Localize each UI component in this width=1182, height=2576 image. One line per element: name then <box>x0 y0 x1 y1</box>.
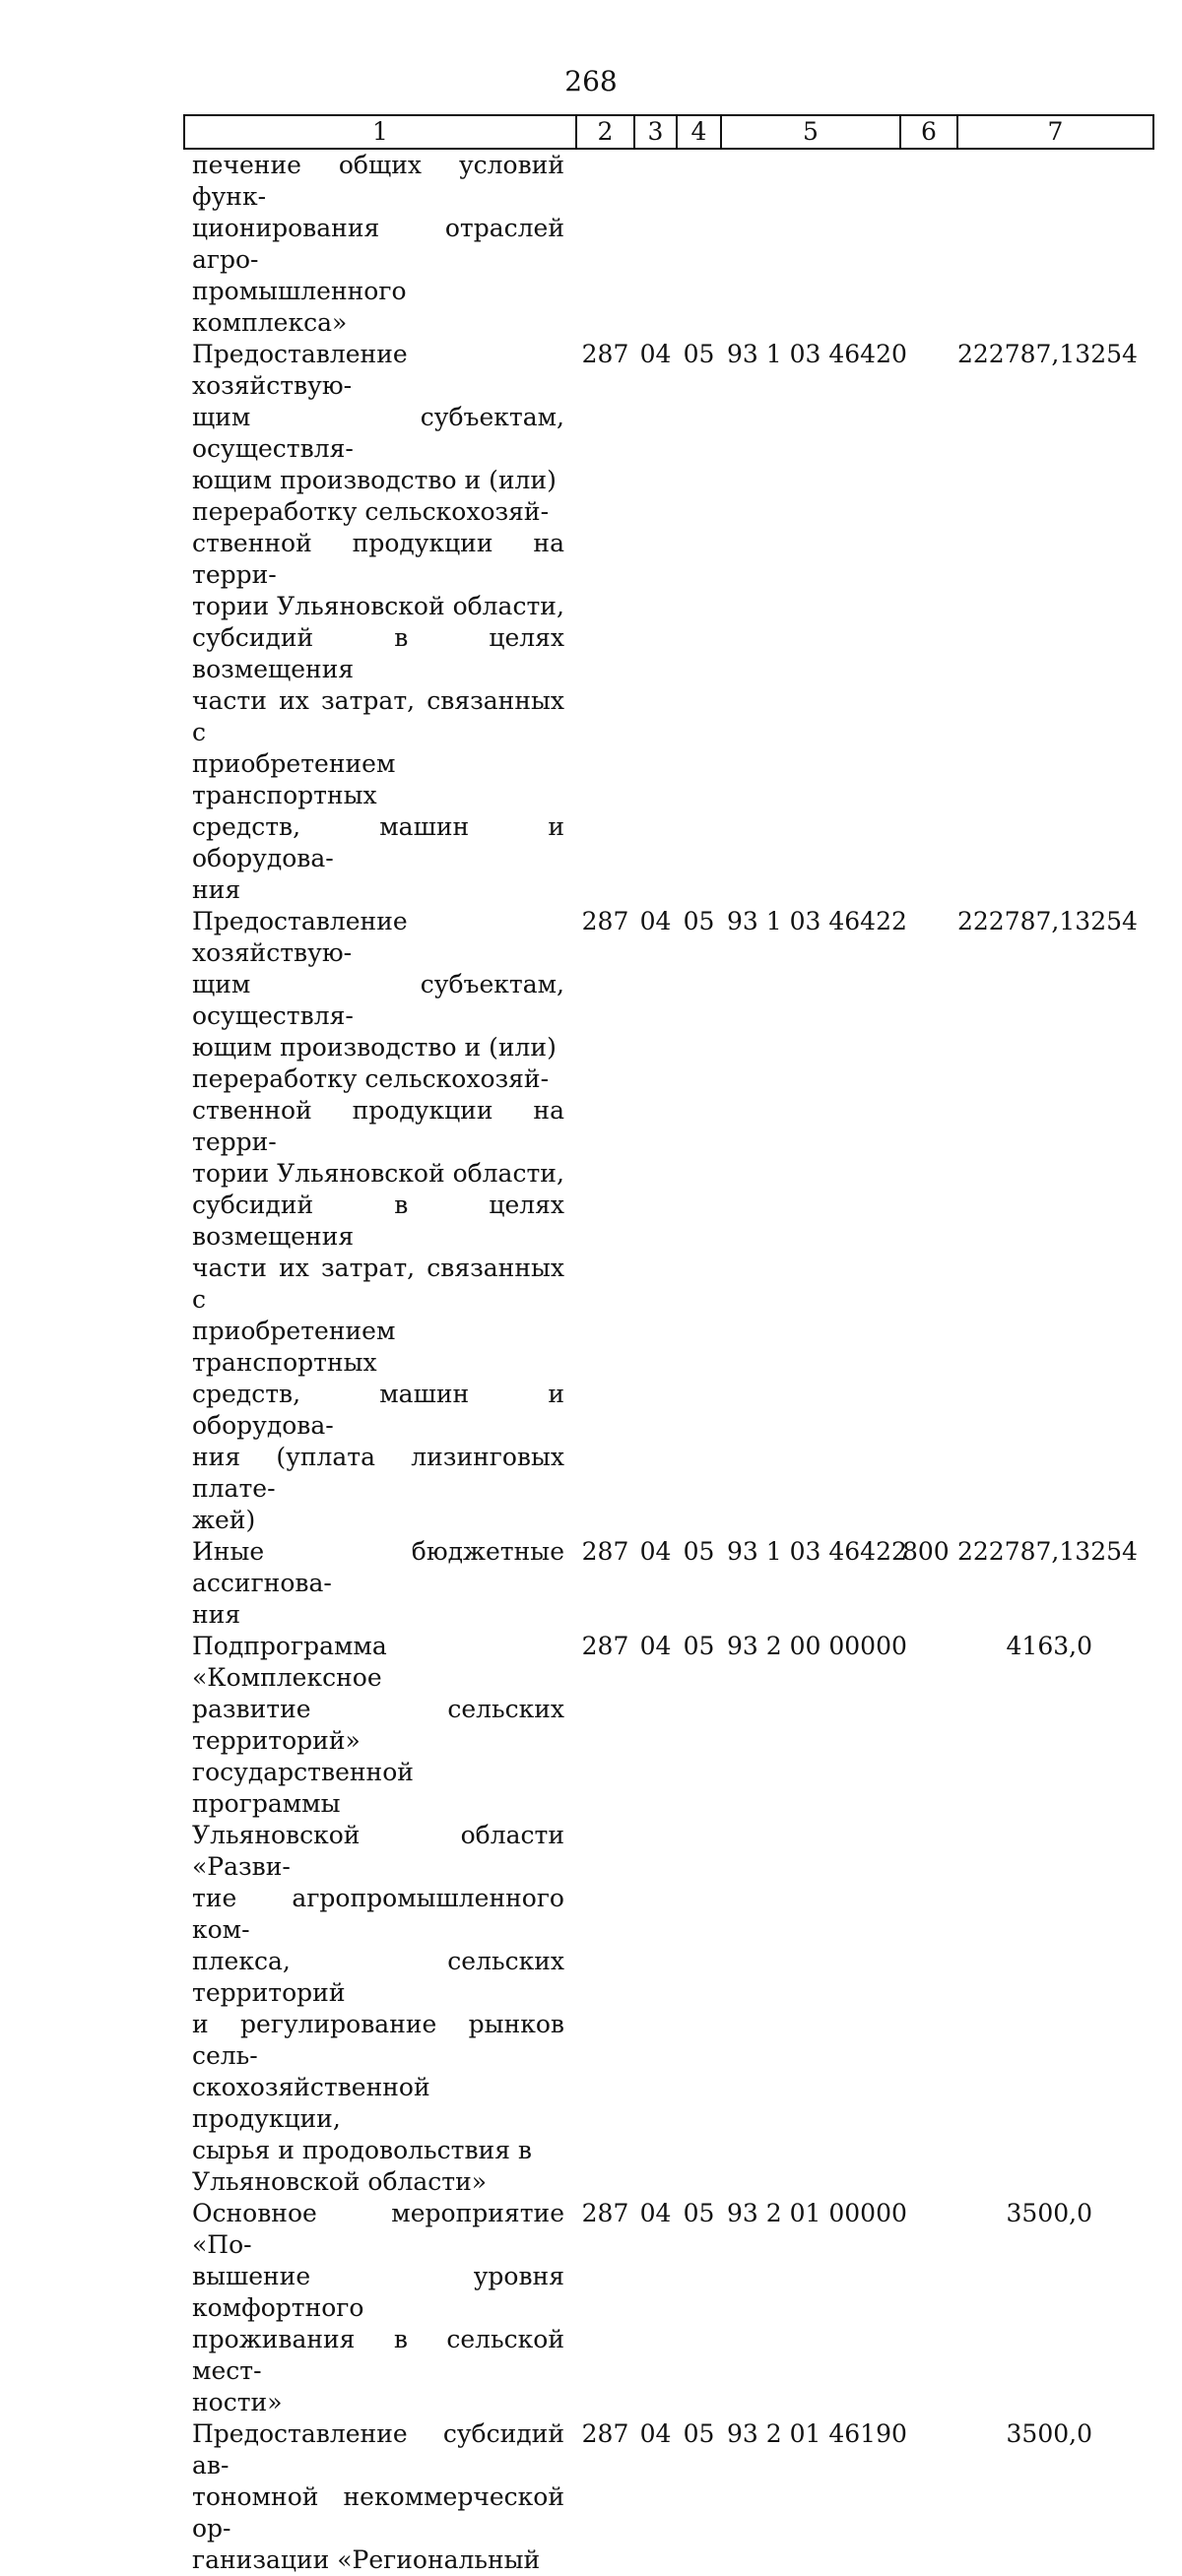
row-expense-type-code <box>900 2198 957 2418</box>
row-name-line: тие агропромышленного ком- <box>192 1884 564 1944</box>
row-amount: 222787,13254 <box>957 1537 1138 1566</box>
row-amount: 4163,0 <box>1006 1632 1092 1660</box>
row-name-line: жей) <box>192 1506 256 1534</box>
row-subsection-code: 05 <box>683 2419 715 2448</box>
header-cell-amount: 7 <box>957 115 1153 149</box>
row-name-line: ности» <box>192 2388 283 2416</box>
row-name-line: ционирования отраслей агро- <box>192 214 564 274</box>
row-subsection-code: 05 <box>683 1537 715 1566</box>
row-name-line: вышение уровня комфортного <box>192 2262 564 2322</box>
row-expense-type-code <box>900 906 957 1536</box>
row-expense-type-code <box>900 339 957 906</box>
row-name-line: ганизации «Региональный <box>192 2545 541 2574</box>
row-name-cell <box>184 2198 576 2418</box>
row-section-code: 04 <box>639 340 672 368</box>
row-name-line: тории Ульяновской области, <box>192 592 564 620</box>
row-amount: 3500,0 <box>1006 2419 1092 2448</box>
row-name-line: переработку сельскохозяй- <box>192 1064 550 1093</box>
row-name-cell <box>184 149 576 339</box>
budget-table <box>183 114 1154 2576</box>
table-row <box>184 1631 1153 2198</box>
row-expense-type-code <box>900 149 957 339</box>
table-header <box>184 115 1153 149</box>
row-ministry-code: 287 <box>581 2419 629 2448</box>
table-row <box>184 906 1153 1536</box>
row-subsection-code: 05 <box>683 2199 715 2227</box>
row-amount <box>957 149 1153 339</box>
row-amount: 3500,0 <box>1006 2199 1092 2227</box>
row-name-line: ния (уплата лизинговых плате- <box>192 1443 564 1503</box>
table-row <box>184 2198 1153 2418</box>
row-name-line: щим субъектам, осуществля- <box>192 970 564 1030</box>
row-name-line: ственной продукции на терри- <box>192 529 564 589</box>
row-name-line: части их затрат, связанных с <box>192 1254 564 1314</box>
row-ministry-code: 287 <box>581 907 629 935</box>
row-subsection-code: 05 <box>683 907 715 935</box>
row-name-line: тории Ульяновской области, <box>192 1159 564 1188</box>
row-name-line: ния <box>192 1600 241 1629</box>
row-section-code: 04 <box>639 2419 672 2448</box>
header-cell-subsection: 4 <box>677 115 721 149</box>
row-name-line: развитие сельских территорий» <box>192 1695 564 1755</box>
row-name-line: промышленного комплекса» <box>192 277 407 337</box>
row-name-line: Подпрограмма «Комплексное <box>192 1632 387 1692</box>
table-body <box>184 149 1153 2576</box>
row-amount: 222787,13254 <box>957 907 1138 935</box>
row-name-line: Предоставление хозяйствую- <box>192 340 408 400</box>
row-name-line: Ульяновской области» <box>192 2167 488 2196</box>
row-name-cell <box>184 2418 576 2576</box>
header-cell-section: 3 <box>634 115 677 149</box>
row-name-line: Основное мероприятие «По- <box>192 2199 564 2259</box>
row-amount: 222787,13254 <box>957 340 1138 368</box>
row-section-code: 04 <box>639 1537 672 1566</box>
row-expense-type-code <box>900 1631 957 2198</box>
row-name-line: субсидий в целях возмещения <box>192 1191 564 1251</box>
row-expense-type-code <box>900 2418 957 2576</box>
page-number: 268 <box>564 65 618 97</box>
header-cell-target-article: 5 <box>721 115 900 149</box>
row-name-cell <box>184 339 576 906</box>
table-row <box>184 2418 1153 2576</box>
row-name-line: Ульяновской области «Разви- <box>192 1821 564 1881</box>
row-name-line: ющим производство и (или) <box>192 466 557 494</box>
row-name-cell <box>184 1631 576 2198</box>
row-ministry-code <box>576 149 634 339</box>
row-ministry-code: 287 <box>581 340 629 368</box>
row-name-line: субсидий в целях возмещения <box>192 623 564 683</box>
row-subsection-code: 05 <box>683 1632 715 1660</box>
table-row <box>184 339 1153 906</box>
row-name-line: средств, машин и оборудова- <box>192 812 564 872</box>
row-target-article-code <box>721 149 900 339</box>
row-name-line: ющим производство и (или) <box>192 1033 557 1062</box>
row-name-line: части их затрат, связанных с <box>192 686 564 746</box>
row-expense-type-code: 800 <box>902 1537 950 1566</box>
row-name-line: сырья и продовольствия в <box>192 2136 532 2164</box>
row-name-line: печение общих условий функ- <box>192 151 564 211</box>
row-name-line: приобретением транспортных <box>192 749 396 809</box>
row-ministry-code: 287 <box>581 2199 629 2227</box>
row-name-line: Иные бюджетные ассигнова- <box>192 1537 564 1597</box>
row-name-line: переработку сельскохозяй- <box>192 497 550 526</box>
row-name-line: приобретением транспортных <box>192 1317 396 1377</box>
row-ministry-code: 287 <box>581 1632 629 1660</box>
row-subsection-code <box>677 149 721 339</box>
row-name-line: щим субъектам, осуществля- <box>192 403 564 463</box>
header-cell-expense-type: 6 <box>900 115 957 149</box>
row-name-line: Предоставление хозяйствую- <box>192 907 408 967</box>
row-subsection-code: 05 <box>683 340 715 368</box>
row-target-article-code: 93 2 01 00000 <box>727 2199 907 2227</box>
row-target-article-code: 93 2 00 00000 <box>727 1632 907 1660</box>
row-section-code: 04 <box>639 2199 672 2227</box>
row-name-cell <box>184 1536 576 1631</box>
row-name-line: государственной программы <box>192 1758 414 1818</box>
row-section-code: 04 <box>639 1632 672 1660</box>
row-name-line: тономной некоммерческой ор- <box>192 2482 564 2543</box>
row-ministry-code: 287 <box>581 1537 629 1566</box>
table-row <box>184 1536 1153 1631</box>
row-name-cell <box>184 906 576 1536</box>
row-target-article-code: 93 2 01 46190 <box>727 2419 907 2448</box>
row-section-code <box>634 149 677 339</box>
row-name-line: и регулирование рынков сель- <box>192 2010 564 2070</box>
row-section-code: 04 <box>639 907 672 935</box>
row-name-line: средств, машин и оборудова- <box>192 1380 564 1440</box>
row-target-article-code: 93 1 03 46420 <box>727 340 907 368</box>
header-row <box>184 115 1153 149</box>
row-name-line: ния <box>192 875 241 904</box>
row-target-article-code: 93 1 03 46422 <box>727 1537 907 1566</box>
row-name-line: плекса, сельских территорий <box>192 1947 564 2007</box>
row-name-line: ственной продукции на терри- <box>192 1096 564 1156</box>
row-target-article-code: 93 1 03 46422 <box>727 907 907 935</box>
table-row <box>184 149 1153 339</box>
row-name-line: Предоставление субсидий ав- <box>192 2419 564 2479</box>
header-cell-ministry: 2 <box>576 115 634 149</box>
row-name-line: проживания в сельской мест- <box>192 2325 564 2385</box>
header-cell-name: 1 <box>184 115 576 149</box>
row-name-line: скохозяйственной продукции, <box>192 2073 430 2133</box>
